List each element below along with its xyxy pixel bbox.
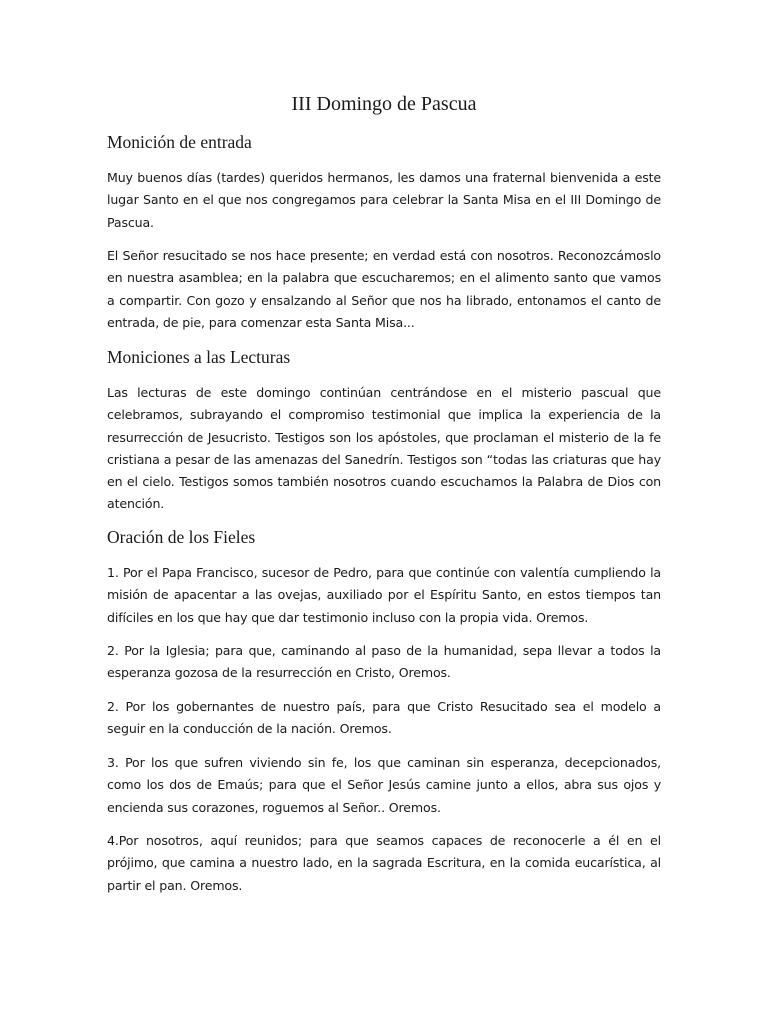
list-item: 4.Por nosotros, aquí reunidos; para que seamos capaces de reconocerle a él en el prójimo, que camina a nuestro lado, en la sagrada Escritura, en la comida eucarística, al partir el pan. Oremos. (107, 833, 661, 893)
paragraph: Muy buenos días (tardes) queridos hermanos, les damos una fraternal bienvenida a este lugar Santo en el que nos congregamos para celebrar la Santa Misa en el III Domingo de Pascua. (107, 170, 661, 230)
paragraph: El Señor resucitado se nos hace presente; en verdad está con nosotros. Reconozcámoslo en nuestra asamblea; en la palabra que escucharemos; en el alimento santo que vamos a compartir. Con gozo y ensalzando al Señor que nos ha librado, entonamos el canto de entrada, de pie, para comenzar esta Santa Misa... (107, 248, 661, 330)
list-item: 1. Por el Papa Francisco, sucesor de Pedro, para que continúe con valentía cumpliendo la misión de apacentar a las ovejas, auxiliado por el Espíritu Santo, en estos tiempos tan difíciles en los que hay que dar testimonio incluso con la propia vida. Oremos. (107, 565, 661, 625)
section-heading-monicion-entrada: Monición de entrada (107, 132, 252, 152)
list-item: 2. Por la Iglesia; para que, caminando al paso de la humanidad, sepa llevar a todos la esperanza gozosa de la resurrección en Cristo, Oremos. (107, 643, 661, 681)
section-heading-moniciones-lecturas: Moniciones a las Lecturas (107, 347, 291, 367)
document-title: III Domingo de Pascua (291, 93, 477, 115)
section-heading-oracion-fieles: Oración de los Fieles (107, 527, 256, 547)
list-item: 2. Por los gobernantes de nuestro país, para que Cristo Resucitado sea el modelo a seguir en la conducción de la nación. Oremos. (107, 699, 661, 737)
paragraph: Las lecturas de este domingo continúan centrándose en el misterio pascual que celebramos, subrayando el compromiso testimonial que implica la experiencia de la resurrección de Jesucristo. Testigos son los apóstoles, que proclaman el misterio de la fe cristiana a pesar de las amenazas del Sanedrín. Testigos son “todas las criaturas que hay en el cielo. Testigos somos también nosotros cuando escuchamos la Palabra de Dios con atención. (107, 385, 661, 512)
list-item: 3. Por los que sufren viviendo sin fe, los que caminan sin esperanza, decepcionados, como los dos de Emaús; para que el Señor Jesús camine junto a ellos, abra sus ojos y encienda sus corazones, roguemos al Señor.. Oremos. (107, 755, 661, 815)
